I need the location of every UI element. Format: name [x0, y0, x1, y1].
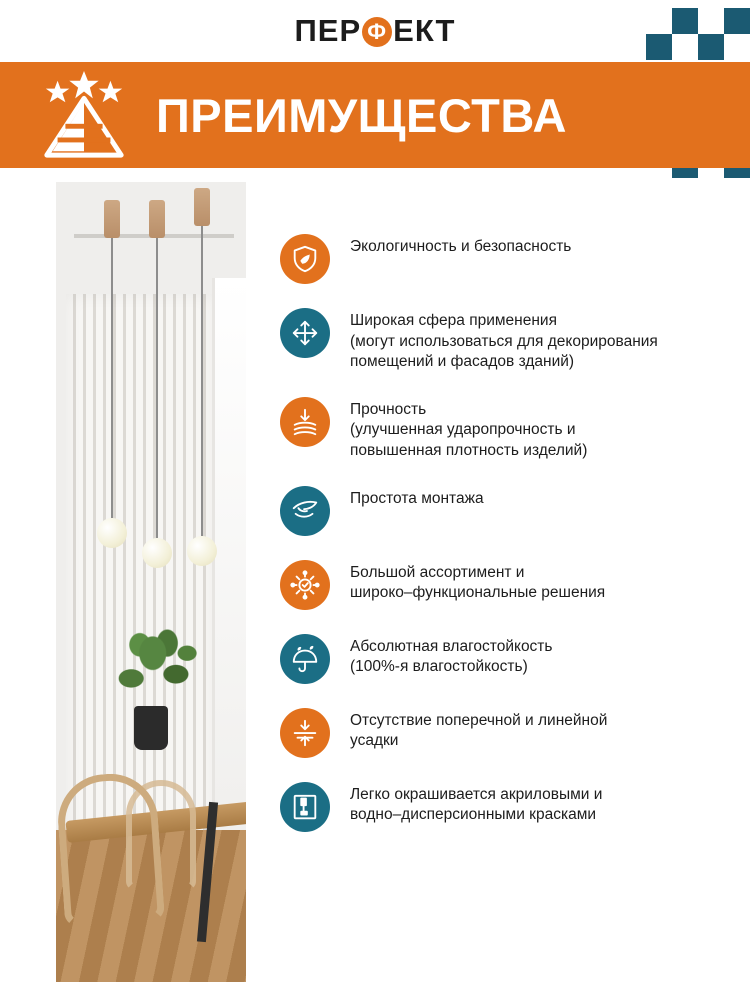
brand-logo — [295, 13, 456, 49]
benefit-line1: Большой ассортимент и — [350, 563, 525, 581]
interior-photo — [56, 182, 246, 982]
content-area — [0, 168, 750, 1000]
easy-mount-hand-panel-icon — [280, 486, 330, 536]
benefit-text — [350, 308, 658, 373]
benefit-line1: Прочность — [350, 400, 427, 418]
benefit-item — [280, 634, 710, 684]
benefit-line3: повышенная плотность изделий) — [350, 442, 588, 460]
benefit-line1: Абсолютная влагостойкость — [350, 637, 553, 655]
page-title: ПРЕИМУЩЕСТВА — [156, 88, 567, 142]
benefit-text — [350, 782, 602, 826]
paint-brush-icon — [280, 782, 330, 832]
benefit-item — [280, 308, 710, 373]
headline-band — [0, 62, 750, 168]
benefit-text — [350, 560, 605, 604]
benefit-line2: (улучшенная ударопрочность и — [350, 421, 576, 439]
brand-name-part1: ПЕР — [294, 13, 362, 48]
benefit-line1: Легко окрашивается акриловыми и — [350, 785, 603, 803]
eco-leaf-shield-icon — [280, 234, 330, 284]
brand-bar — [0, 0, 750, 62]
benefit-line2: широко–функциональные решения — [350, 584, 606, 602]
photo-column — [0, 182, 246, 1000]
benefit-text — [350, 634, 552, 678]
benefit-text — [350, 486, 484, 510]
benefit-line2: (могут использоваться для декорирования — [350, 332, 658, 350]
benefit-item — [280, 397, 710, 462]
benefit-line1: Широкая сфера применения — [350, 312, 557, 329]
pyramid-tree-stars-icon — [30, 69, 138, 161]
benefit-line3: помещений и фасадов зданий) — [350, 353, 575, 371]
benefits-list — [246, 182, 750, 1000]
benefit-line2: водно–дисперсионными красками — [350, 806, 597, 824]
benefit-item — [280, 486, 710, 536]
umbrella-water-drops-icon — [280, 634, 330, 684]
brand-letter-highlight: Ф — [362, 17, 392, 47]
benefit-line2: усадки — [350, 732, 399, 750]
durability-layers-arrow-icon — [280, 397, 330, 447]
benefit-text — [350, 234, 571, 258]
benefit-item — [280, 234, 710, 284]
benefit-item — [280, 782, 710, 832]
benefit-text — [350, 397, 587, 462]
assortment-network-check-icon — [280, 560, 330, 610]
benefit-line1: Простота монтажа — [350, 489, 484, 507]
benefit-text — [350, 708, 607, 752]
four-arrows-expand-icon — [280, 308, 330, 358]
no-shrinkage-arrows-icon — [280, 708, 330, 758]
benefit-line1: Экологичность и безопасность — [350, 238, 572, 255]
brand-name-part2: ЕКТ — [393, 13, 456, 48]
benefit-item — [280, 560, 710, 610]
benefit-line1: Отсутствие поперечной и линейной — [350, 711, 608, 729]
benefit-line2: (100%-я влагостойкость) — [350, 658, 528, 676]
benefit-item — [280, 708, 710, 758]
